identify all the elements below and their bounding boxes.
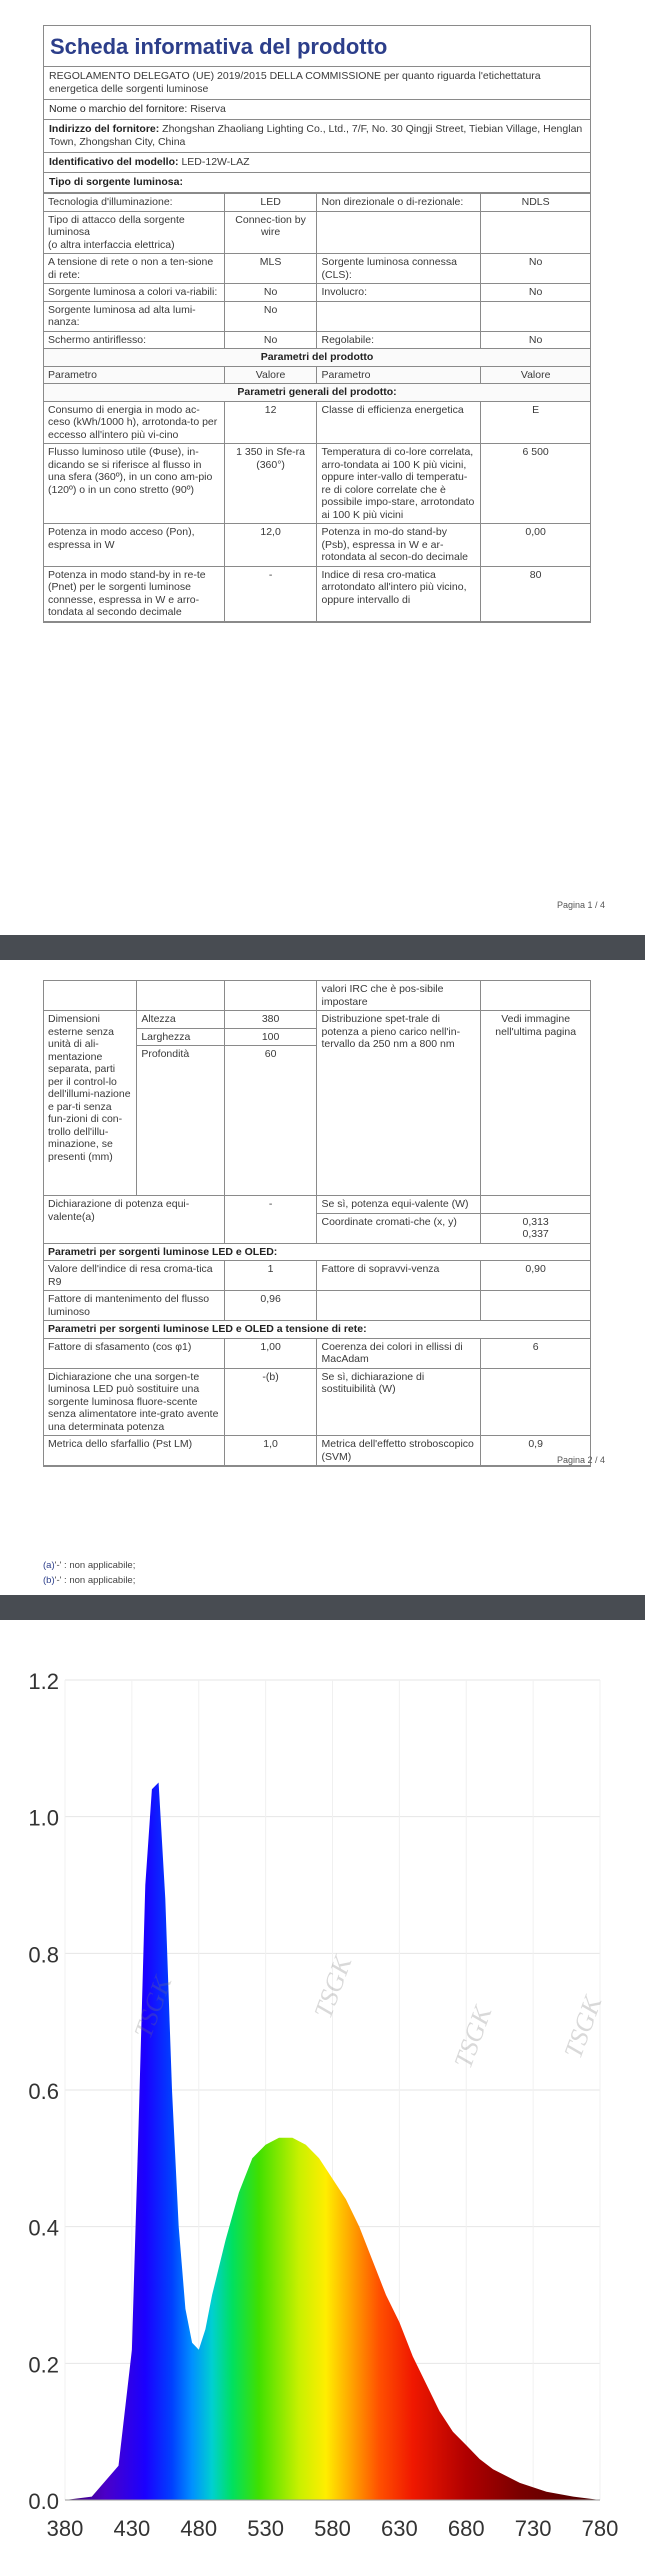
param-label: Sorgente luminosa ad alta lumi-nanza: (44, 301, 224, 331)
led-oled-title: Parametri per sorgenti luminose LED e OLED: (44, 1243, 590, 1261)
page-1 (0, 0, 645, 935)
source-type-row (44, 254, 590, 284)
x-tick-label: 630 (381, 2516, 418, 2541)
chroma-x: 0,313 (522, 1215, 549, 1228)
survival-value: 0,90 (481, 1261, 590, 1291)
param-value-2: No (481, 284, 590, 302)
param-value-2: E (481, 401, 590, 444)
replace-yes-label: Se sì, dichiarazione di sostituibilità (W) (317, 1368, 481, 1436)
param-value: No (224, 284, 317, 302)
model-label: Identificativo del modello: (49, 156, 179, 168)
macadam-value: 6 (481, 1338, 590, 1368)
param-label: Schermo antiriflesso: (44, 331, 224, 349)
watermark-text: TSGK (128, 1972, 178, 2043)
param-value-2 (481, 301, 590, 331)
general-params-title: Parametri generali del prodotto: (44, 384, 590, 402)
page-separator (0, 935, 645, 960)
survival-label: Fattore di sopravvi-venza (317, 1261, 481, 1291)
footnotes (43, 1558, 591, 1588)
param-label: Potenza in modo acceso (Pon), espressa in W (44, 524, 224, 567)
page-number: Pagina 1 / 4 (556, 900, 605, 910)
product-info-sheet-cont (43, 980, 591, 1467)
source-type-row (44, 211, 590, 254)
dim-width-value: 100 (224, 1028, 317, 1046)
model-row (44, 153, 590, 173)
param-value-2: NDLS (481, 194, 590, 212)
flicker-value: 1,0 (224, 1436, 317, 1466)
param-label-2: Classe di efficienza energetica (317, 401, 481, 444)
x-tick-label: 530 (247, 2516, 284, 2541)
param-value-2: No (481, 331, 590, 349)
dim-depth-name: Profondità (137, 1046, 224, 1196)
mains-title: Parametri per sorgenti luminose LED e OLED a tensione di rete: (44, 1321, 590, 1339)
param-value: MLS (224, 254, 317, 284)
param-label-2 (317, 211, 481, 254)
watermark-text: TSGK (308, 1952, 358, 2023)
spectral-label: Distribuzione spet-trale di potenza a pieno carico nell'in-tervallo da 250 nm a 800 nm (317, 1011, 481, 1196)
col-param-1: Parametro (44, 366, 224, 384)
footnote-a: (a)'-' : non applicabile; (43, 1560, 136, 1571)
y-tick-label: 0.8 (28, 1942, 59, 1968)
param-label-2: Regolabile: (317, 331, 481, 349)
param-label-2: Sorgente luminosa connessa (CLS): (317, 254, 481, 284)
param-value: 1 350 in Sfe-ra (360°) (224, 444, 317, 524)
params-table-cont (44, 981, 590, 1466)
x-tick-label: 430 (113, 2516, 151, 2541)
param-label: Consumo di energia in modo ac-ceso (kWh/1000 h), arrotonda-to per eccesso all'intero più vi-cino (44, 401, 224, 444)
supplier-address-label: Indirizzo del fornitore: (49, 123, 160, 135)
macadam-label: Coerenza dei colori in ellissi di MacAdam (317, 1338, 481, 1368)
chroma-values (481, 1213, 590, 1243)
page-title: Scheda informativa del prodotto (44, 26, 590, 67)
dim-height-name: Altezza (137, 1011, 224, 1029)
y-tick-label: 1.2 (28, 1669, 59, 1694)
source-type-row (44, 301, 590, 331)
param-value-2: 80 (481, 566, 590, 621)
param-value: LED (224, 194, 317, 212)
spectral-value: Vedi immagine nell'ultima pagina (481, 1011, 590, 1196)
eq-power-yes-value (481, 1196, 590, 1214)
phase-label: Fattore di sfasamento (cos φ1) (44, 1338, 224, 1368)
source-type-row (44, 284, 590, 302)
source-type-row (44, 194, 590, 212)
watermark-text: TSGK (558, 1992, 608, 2063)
page-2 (0, 960, 645, 1595)
y-tick-label: 0.4 (28, 2215, 59, 2241)
eq-power-yes-label: Se sì, potenza equi-valente (W) (317, 1196, 481, 1214)
param-label-2 (317, 301, 481, 331)
phase-value: 1,00 (224, 1338, 317, 1368)
dim-height-value: 380 (224, 1011, 317, 1029)
param-label: Tipo di attacco della sorgente luminosa (o altra interfaccia elettrica) (44, 211, 224, 254)
param-value: No (224, 331, 317, 349)
svm-label: Metrica dell'effetto stroboscopico (SVM) (317, 1436, 481, 1466)
maint-label: Fattore di mantenimento del flusso luminoso (44, 1291, 224, 1321)
supplier-name-label: Nome o marchio del fornitore: (49, 103, 188, 115)
param-label: A tensione di rete o non a ten-sione di rete: (44, 254, 224, 284)
x-tick-label: 680 (447, 2516, 485, 2541)
y-tick-label: 0.2 (28, 2352, 59, 2378)
spectral-power-chart (0, 1620, 645, 2560)
page-number-2: Pagina 2 / 4 (556, 1455, 605, 1465)
maint-value: 0,96 (224, 1291, 317, 1321)
source-type-table (44, 193, 590, 622)
param-label: Tecnologia d'illuminazione: (44, 194, 224, 212)
footnote-b: (b)'-' : non applicabile; (43, 1575, 136, 1586)
replace-value: -(b) (224, 1368, 317, 1436)
param-label: Potenza in modo stand-by in re-te (Pnet) per le sorgenti luminose connesse, espressa in W e arro-tondata al secondo decimale (44, 566, 224, 621)
y-tick-label: 1.0 (28, 1805, 59, 1831)
dimensions-label: Dimensioni esterne senza unità di ali-mentazione separata, parti per il control-lo dell'illumi-nazione e par-ti senza fun-zioni di con-trollo dell'illu-minazione, se presenti (mm) (44, 1011, 137, 1196)
x-tick-label: 380 (46, 2516, 84, 2541)
r9-label: Valore dell'indice di resa croma-tica R9 (44, 1261, 224, 1291)
general-param-row (44, 566, 590, 621)
chroma-label: Coordinate cromati-che (x, y) (317, 1213, 481, 1243)
supplier-address: Zhongshan Zhaoliang Lighting Co., Ltd., 7/F, No. 30 Qingji Street, Tiebian Village, Henglan Town, Zhongshan City, China (49, 123, 583, 148)
dim-width-name: Larghezza (137, 1028, 224, 1046)
dim-depth-value: 60 (224, 1046, 317, 1196)
param-label-2: Non direzionale o di-rezionale: (317, 194, 481, 212)
param-value: 12,0 (224, 524, 317, 567)
general-param-row (44, 524, 590, 567)
page-separator-2 (0, 1595, 645, 1620)
col-value-2: Valore (481, 366, 590, 384)
param-value-2: No (481, 254, 590, 284)
r9-value: 1 (224, 1261, 317, 1291)
x-tick-label: 580 (314, 2516, 351, 2541)
supplier-name: Riserva (190, 103, 226, 115)
cri-continued: valori IRC che è pos-sibile impostare (317, 981, 481, 1011)
x-tick-label: 480 (180, 2516, 218, 2541)
general-param-row (44, 401, 590, 444)
param-label: Flusso luminoso utile (Φuse), in-dicando se si riferisce al flusso in una sfera (360º), in un cono am-pio (120º) o in un cono stretto (90º) (44, 444, 224, 524)
chroma-y: 0,337 (522, 1228, 549, 1240)
col-value-1: Valore (224, 366, 317, 384)
source-type-row (44, 173, 590, 193)
general-param-row (44, 444, 590, 524)
replace-yes-value (481, 1368, 590, 1436)
eq-power-value: - (224, 1196, 317, 1244)
model-id: LED-12W-LAZ (181, 156, 250, 168)
param-value: Connec-tion by wire (224, 211, 317, 254)
x-tick-label: 780 (581, 2516, 619, 2541)
supplier-name-row (44, 100, 590, 120)
svm-value: 0,9 (481, 1436, 590, 1466)
source-type-label: Tipo di sorgente luminosa: (49, 176, 183, 188)
page-3-spectrum (0, 1620, 645, 2560)
watermark-text: TSGK (448, 2002, 498, 2073)
x-tick-label: 730 (514, 2516, 552, 2541)
param-value-2 (481, 211, 590, 254)
flicker-label: Metrica dello sfarfallio (Pst LM) (44, 1436, 224, 1466)
param-value-2: 6 500 (481, 444, 590, 524)
supplier-address-row (44, 120, 590, 153)
source-type-row (44, 331, 590, 349)
param-label-2: Potenza in mo-do stand-by (Psb), espressa in W e ar-rotondata al secon-do decimale (317, 524, 481, 567)
param-label: Sorgente luminosa a colori va-riabili: (44, 284, 224, 302)
param-label-2: Temperatura di co-lore correlata, arro-tondata ai 100 K più vicini, oppure inter-vallo di temperatu-re di colore correlate che è possibile impo-stare, arrotondato ai 100 K più vicini (317, 444, 481, 524)
y-tick-label: 0.6 (28, 2079, 59, 2104)
param-value: No (224, 301, 317, 331)
regulation-text: REGOLAMENTO DELEGATO (UE) 2019/2015 DELLA COMMISSIONE per quanto riguarda l'etichettatura energetica delle sorgenti luminose (44, 67, 590, 100)
param-label-2: Indice di resa cro-matica arrotondato all'intero più vicino, oppure intervallo di (317, 566, 481, 621)
product-info-sheet (43, 25, 591, 623)
eq-power-label: Dichiarazione di potenza equi-valente(a) (44, 1196, 224, 1244)
param-value: - (224, 566, 317, 621)
replace-label: Dichiarazione che una sorgen-te luminosa LED può sostituire una sorgente luminosa fluore-scente senza alimentatore inte-grato avente una determinata potenza (44, 1368, 224, 1436)
param-value-2: 0,00 (481, 524, 590, 567)
product-params-title: Parametri del prodotto (44, 349, 590, 367)
param-value: 12 (224, 401, 317, 444)
col-param-2: Parametro (317, 366, 481, 384)
param-label-2: Involucro: (317, 284, 481, 302)
y-tick-label: 0.0 (28, 2489, 59, 2514)
